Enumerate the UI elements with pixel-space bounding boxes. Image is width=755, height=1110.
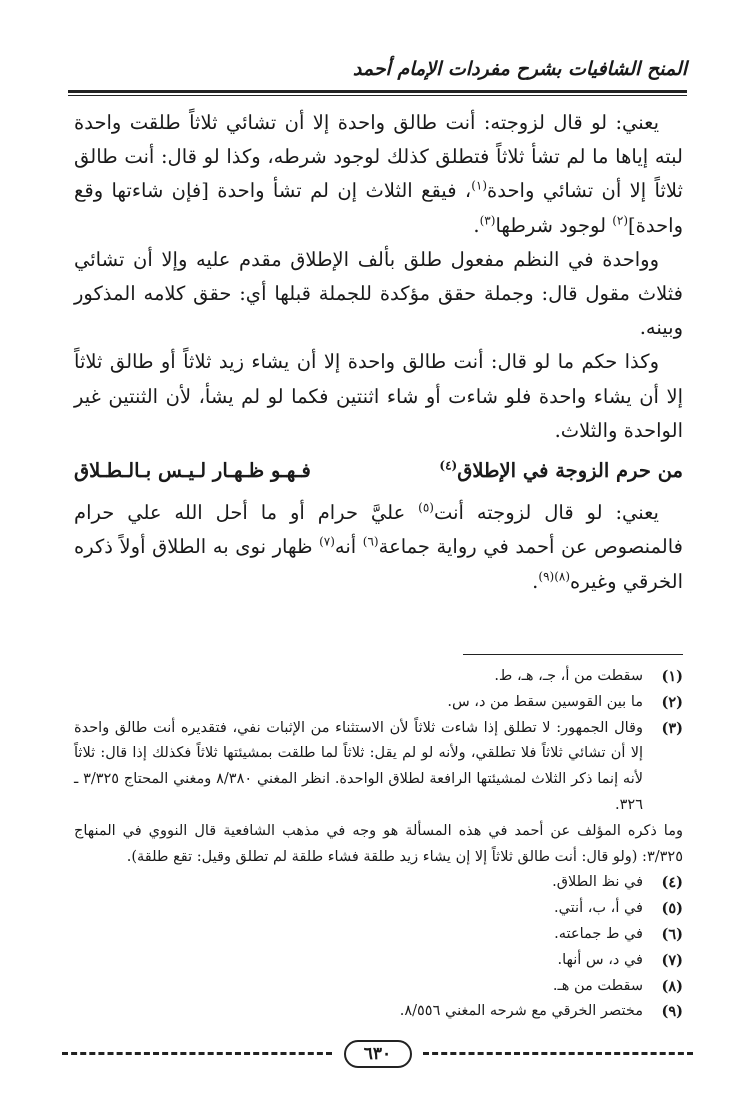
footnote-ref-4: (٤): [439, 458, 458, 473]
footnote-1: (١) سقطت من أ، جـ، هـ، ط.: [494, 668, 683, 685]
footnote-ref-1: (١): [471, 178, 488, 193]
footnote-ref-6: (٦): [362, 534, 379, 549]
footnote-ref-2: (٢): [612, 213, 629, 228]
footnote-5: (٥) في أ، ب، أنتي.: [553, 900, 683, 918]
footnote-ref-5: (٥): [418, 500, 434, 515]
verse-second-hemistich: فـهـو ظـهـار لـيـس بـالـطـلاق: [74, 459, 311, 483]
verse-line: [74, 454, 683, 488]
footer-ornament-left: [62, 1052, 332, 1055]
footnote-ref-8-9: (٨)(٩): [538, 569, 571, 584]
footnote-9: (٩) مختصر الخرقي مع شرحه المغني ٨/٥٥٦.: [399, 1003, 683, 1021]
footnote-separator: [463, 654, 683, 655]
footnotes: [74, 664, 683, 1025]
paragraph-3: وكذا حكم ما لو قال: أنت طالق واحدة إلا أن يشاء زيد ثلاثاً أو طالق ثلاثاً إلا أن يشاء واحدة فلو شاءت أو شاء اثنتين فكما لو لم يشأ، لأن الثنتين غير الواحدة والثلاث.: [74, 350, 683, 442]
book-title: المنح الشافيات بشرح مفردات الإمام أحمد: [352, 58, 687, 80]
footnote-7: (٧) في د، س أنها.: [557, 951, 683, 969]
main-text: [74, 106, 683, 599]
footnote-4: (٤) في نظ الطلاق.: [552, 874, 683, 892]
footnote-ref-7: (٧): [319, 534, 335, 549]
footnote-3: (٣) وقال الجمهور: لا تطلق إذا شاءت ثلاثاً لأن الاستثناء من الإثبات نفي، فتقديره أنت طالق واحدة إلا أن تشائي ثلاثاً فلا تطلقي، ولأنه لو لم يقل: ثلاثاً لما طلقت بمشيئتها ثلاثاً فكذلك إذا قال: ثلاثاً لأنه إنما ذكر الثلاث لمشيئتها الرافعة لطلاق الواحدة. انظر المغني ٨/٣٨٠ ومغني المحتاج ٣/٣٢٥ ـ ٣٢٦.: [74, 719, 683, 813]
running-header: [68, 56, 687, 86]
page-number: ٦٣٠: [344, 1040, 412, 1068]
header-rule-thin: [68, 95, 687, 96]
footnote-2: (٢) ما بين القوسين سقط من د، س.: [447, 693, 683, 711]
page-footer: [62, 1040, 693, 1068]
paragraph-2: وواحدة في النظم مفعول طلق بألف الإطلاق مقدم عليه وإلا أن تشائي فثلاث مقول قال: وجملة حقق مؤكدة للجملة قبلها أي: حقق كلامه المذكور وبينه.: [74, 247, 683, 340]
footer-ornament-right: [423, 1052, 693, 1055]
footnote-6: (٦) في ط جماعته.: [554, 925, 683, 943]
header-rule: [68, 90, 687, 93]
paragraph-4: يعني: لو قال لزوجته أنت$^{(٥)}$ عليَّ حرام أو ما أحل الله علي حرام فالمنصوص عن أحمد في رواية جماعة$^{(٦)}$ أنه$^{(٧)}$ ظهار نوى به الطلاق أولاً ذكره الخرقي وغيره$^{(٨)(٩)}$.: [74, 500, 683, 593]
footnote-ref-3: (٣): [479, 213, 496, 228]
verse-first-hemistich: من حرم الزوجة في الإطلاق$^{(٤)}$: [439, 458, 683, 483]
footnote-3-continued: وما ذكره المؤلف عن أحمد في هذه المسألة هو وجه في مذهب الشافعية قال النووي في المنهاج ٣/٣٢٥: (ولو قال: أنت طالق ثلاثاً إلا إن يشاء زيد طلقة فشاء طلقة لم تطلق وقيل: تقع طلقة).: [74, 822, 683, 865]
paragraph-1: يعني: لو قال لزوجته: أنت طالق واحدة إلا أن تشائي ثلاثاً طلقت واحدة لبته إياها ما لم تشأ ثلاثاً فتطلق كذلك لوجود شرطه، وكذا لو قال: أنت طالق ثلاثاً إلا أن تشائي واحدة$^{(١)}$، فيقع الثلاث إن لم تشأ واحدة [فإن شاءتها وقع واحدة]$^{(٢)}$ لوجود شرطها$^{(٣)}$.: [74, 111, 683, 237]
footnote-8: (٨) سقطت من هـ.: [552, 977, 683, 995]
